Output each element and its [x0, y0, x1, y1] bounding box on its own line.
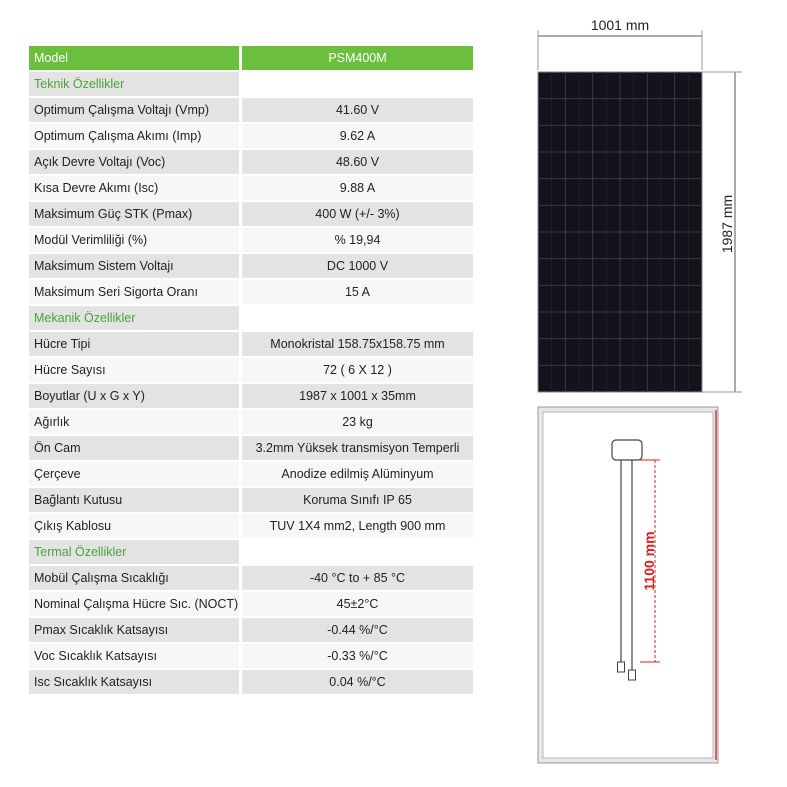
row-value: Anodize edilmiş Alüminyum [239, 462, 473, 486]
row-value: 1987 x 1001 x 35mm [239, 384, 473, 408]
row-label: Isc Sıcaklık Katsayısı [29, 670, 239, 694]
row-value: -0.44 %/°C [239, 618, 473, 642]
junction-box-icon [612, 440, 642, 460]
row-value: 9.88 A [239, 176, 473, 200]
row-value: 3.2mm Yüksek transmisyon Temperli [239, 436, 473, 460]
row-label: Ön Cam [29, 436, 239, 460]
connector-left-icon [618, 662, 625, 672]
row-label: Pmax Sıcaklık Katsayısı [29, 618, 239, 642]
row-value: -40 °C to + 85 °C [239, 566, 473, 590]
cable-length-label: 1100 mm [641, 531, 657, 591]
row-value: Monokristal 158.75x158.75 mm [239, 332, 473, 356]
row-value: DC 1000 V [239, 254, 473, 278]
row-value: 0.04 %/°C [239, 670, 473, 694]
section-label: Termal Özellikler [29, 540, 239, 564]
row-label: Optimum Çalışma Akımı (Imp) [29, 124, 239, 148]
row-label: Maksimum Güç STK (Pmax) [29, 202, 239, 226]
row-value: -0.33 %/°C [239, 644, 473, 668]
row-label: Modül Verimliliği (%) [29, 228, 239, 252]
row-label: Mobül Çalışma Sıcaklığı [29, 566, 239, 590]
row-label: Açık Devre Voltajı (Voc) [29, 150, 239, 174]
row-label: Optimum Çalışma Voltajı (Vmp) [29, 98, 239, 122]
row-label: Kısa Devre Akımı (Isc) [29, 176, 239, 200]
section-label: Mekanik Özellikler [29, 306, 239, 330]
row-label: Hücre Sayısı [29, 358, 239, 382]
row-label: Maksimum Sistem Voltajı [29, 254, 239, 278]
row-label: Maksimum Seri Sigorta Oranı [29, 280, 239, 304]
row-label: Boyutlar (U x G x Y) [29, 384, 239, 408]
row-label: Bağlantı Kutusu [29, 488, 239, 512]
row-value: 9.62 A [239, 124, 473, 148]
height-label: 1987 mm [719, 194, 735, 254]
row-value: % 19,94 [239, 228, 473, 252]
row-label: Çıkış Kablosu [29, 514, 239, 538]
row-label: Voc Sıcaklık Katsayısı [29, 644, 239, 668]
row-value: 48.60 V [239, 150, 473, 174]
section-label: Teknik Özellikler [29, 72, 239, 96]
row-label: Çerçeve [29, 462, 239, 486]
row-value: 400 W (+/- 3%) [239, 202, 473, 226]
row-value: Koruma Sınıfı IP 65 [239, 488, 473, 512]
row-value: 41.60 V [239, 98, 473, 122]
row-label: Hücre Tipi [29, 332, 239, 356]
row-value: 23 kg [239, 410, 473, 434]
row-value: 15 A [239, 280, 473, 304]
panel-back-inner [543, 412, 713, 758]
connector-right-icon [629, 670, 636, 680]
header-model-value: PSM400M [239, 46, 473, 70]
row-value: TUV 1X4 mm2, Length 900 mm [239, 514, 473, 538]
row-label: Nominal Çalışma Hücre Sıc. (NOCT) [29, 592, 239, 616]
row-value: 45±2°C [239, 592, 473, 616]
width-label: 1001 mm [590, 17, 650, 33]
header-model-label: Model [29, 46, 239, 70]
row-label: Ağırlık [29, 410, 239, 434]
row-value: 72 ( 6 X 12 ) [239, 358, 473, 382]
